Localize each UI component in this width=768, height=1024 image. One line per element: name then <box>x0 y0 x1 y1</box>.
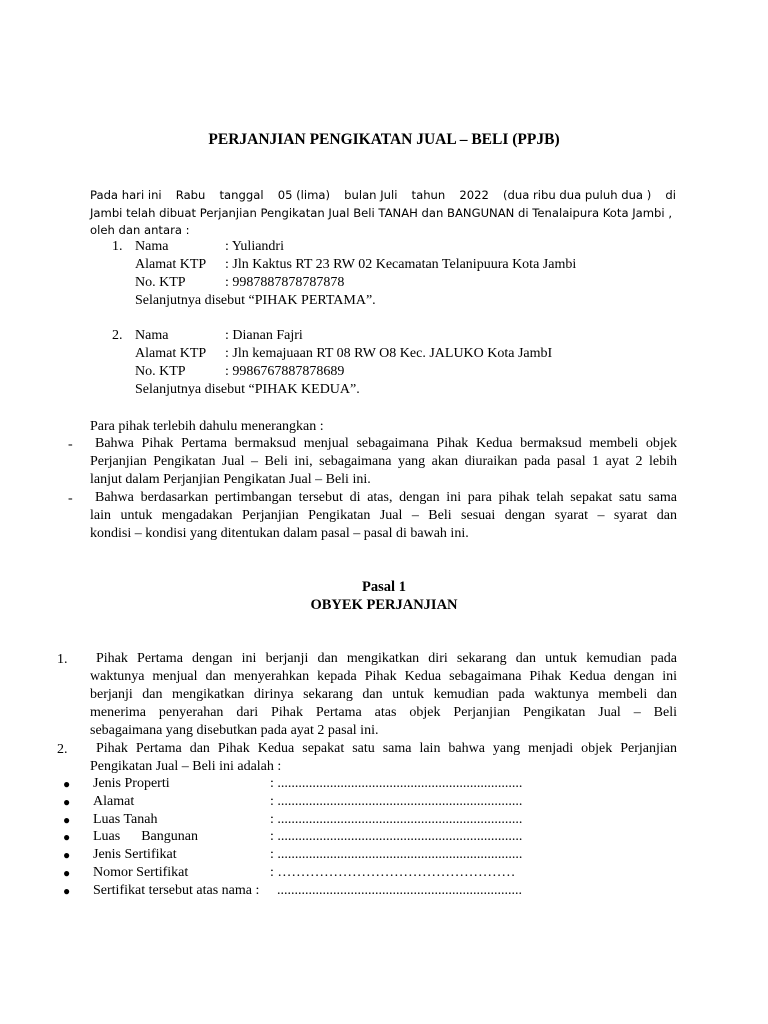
party-number: 1. <box>112 239 123 254</box>
clause-number: 2. <box>57 742 68 757</box>
intro-year: 2022 <box>459 188 489 202</box>
item-label: Jenis Properti <box>93 776 170 791</box>
item-value: : ...................................................................... <box>270 847 523 862</box>
party-designation: Selanjutnya disebut “PIHAK PERTAMA”. <box>135 293 376 308</box>
ktp-label: No. KTP <box>135 364 186 379</box>
clause-line: menerima penyerahan dari Pihak Pertama atas objek Perjanjian Pengikatan Jual – Beli <box>90 705 677 720</box>
bullet-icon: ● <box>63 848 71 862</box>
item-label: Jenis Sertifikat <box>93 847 177 862</box>
bullet-icon: ● <box>63 866 71 880</box>
name-value: : Yuliandri <box>225 239 284 254</box>
intro-text: Pada hari ini <box>90 188 162 202</box>
clause-line: berjanji dan mengikatkan dirinya sekarang dan untuk kemudian pada waktunya membeli dan <box>90 687 677 702</box>
item-value: ...................................................................... <box>277 883 522 898</box>
ktp-value: : 9987887878787878 <box>225 275 345 290</box>
clause <box>90 740 677 776</box>
bullet-icon: ● <box>63 795 71 809</box>
recital-marker: - <box>68 491 73 506</box>
recital-marker: - <box>68 437 73 452</box>
clause-line: Pihak Pertama dan Pihak Kedua sepakat satu sama lain bahwa yang menjadi objek Perjanjian <box>96 741 677 756</box>
bullet-icon: ● <box>63 813 71 827</box>
clause-number: 1. <box>57 652 68 667</box>
recital-line: kondisi – kondisi yang ditentukan dalam pasal – pasal di bawah ini. <box>90 526 469 541</box>
item-value: : ...................................................................... <box>270 812 523 827</box>
intro-date: 05 (lima) <box>277 188 331 202</box>
pasal-heading: Pasal 1 <box>362 579 406 595</box>
clause-line: Pengikatan Jual – Beli ini adalah : <box>90 759 282 774</box>
clause-line: sebagaimana yang disebutkan pada ayat 2 pasal ini. <box>90 723 379 738</box>
recital-line: lain untuk mengadakan Perjanjian Pengikatan Jual – Beli sesuai dengan syarat – syarat dan <box>90 508 677 523</box>
intro-text: di <box>665 188 676 202</box>
address-label: Alamat KTP <box>135 257 207 272</box>
name-label: Nama <box>135 328 169 343</box>
intro-line-1 <box>90 188 676 202</box>
item-label: Nomor Sertifikat <box>93 865 189 880</box>
ktp-label: No. KTP <box>135 275 186 290</box>
clause <box>90 650 677 740</box>
document-title: PERJANJIAN PENGIKATAN JUAL – BELI (PPJB) <box>208 131 560 148</box>
recital-line: Bahwa berdasarkan pertimbangan tersebut di atas, dengan ini para pihak telah sepakat satu sama <box>95 490 677 505</box>
item-value: : ...................................................................... <box>270 829 523 844</box>
bullet-icon: ● <box>63 777 71 791</box>
recitals-intro: Para pihak terlebih dahulu menerangkan : <box>90 419 324 434</box>
intro-year-words: (dua ribu dua puluh dua ) <box>503 188 652 202</box>
recital-item <box>90 435 677 489</box>
clause-line: Pihak Pertama dengan ini berjanji dan mengikatkan diri sekarang dan untuk kemudian pada <box>96 651 677 666</box>
intro-month: bulan Juli <box>344 188 398 202</box>
clause-line: waktunya menjual dan menyerahkan kepada Pihak Kedua sebagaimana Pihak Kedua dengan ini <box>90 669 677 684</box>
recital-line: Perjanjian Pengikatan Jual – Beli ini, sebagaimana yang akan diuraikan pada pasal 1 ayat 2 lebih <box>90 454 677 469</box>
intro-text: tahun <box>411 188 446 202</box>
item-label: Luas Tanah <box>93 812 158 827</box>
pasal-subheading: OBYEK PERJANJIAN <box>310 597 458 613</box>
bullet-icon: ● <box>63 884 71 898</box>
item-value: : ...................................................................... <box>270 776 523 791</box>
intro-line-2: Jambi telah dibuat Perjanjian Pengikatan Jual Beli TANAH dan BANGUNAN di Tenalaipura Kota Jambi , <box>90 206 673 220</box>
intro-line-3: oleh dan antara : <box>90 223 190 237</box>
name-label: Nama <box>135 239 169 254</box>
address-value: : Jln kemajuaan RT 08 RW O8 Kec. JALUKO Kota JambI <box>225 346 553 361</box>
ktp-value: : 9986767887878689 <box>225 364 345 379</box>
party-number: 2. <box>112 328 123 343</box>
intro-day: Rabu <box>175 188 206 202</box>
address-label: Alamat KTP <box>135 346 207 361</box>
item-value: : …………………………………………… <box>270 865 516 880</box>
item-value: : ...................................................................... <box>270 794 523 809</box>
recital-line: lanjut dalam Perjanjian Pengikatan Jual – Beli ini. <box>90 472 371 487</box>
item-label: Alamat <box>93 794 135 809</box>
item-label: Sertifikat tersebut atas nama : <box>93 883 260 898</box>
item-label: Luas Bangunan <box>93 829 198 844</box>
bullet-icon: ● <box>63 830 71 844</box>
recital-item <box>90 489 677 543</box>
address-value: : Jln Kaktus RT 23 RW 02 Kecamatan Telanipuura Kota Jambi <box>225 257 577 272</box>
recital-line: Bahwa Pihak Pertama bermaksud menjual sebagaimana Pihak Kedua bermaksud membeli objek <box>95 436 677 451</box>
name-value: : Dianan Fajri <box>225 328 303 343</box>
intro-text: tanggal <box>219 188 264 202</box>
party-designation: Selanjutnya disebut “PIHAK KEDUA”. <box>135 382 360 397</box>
